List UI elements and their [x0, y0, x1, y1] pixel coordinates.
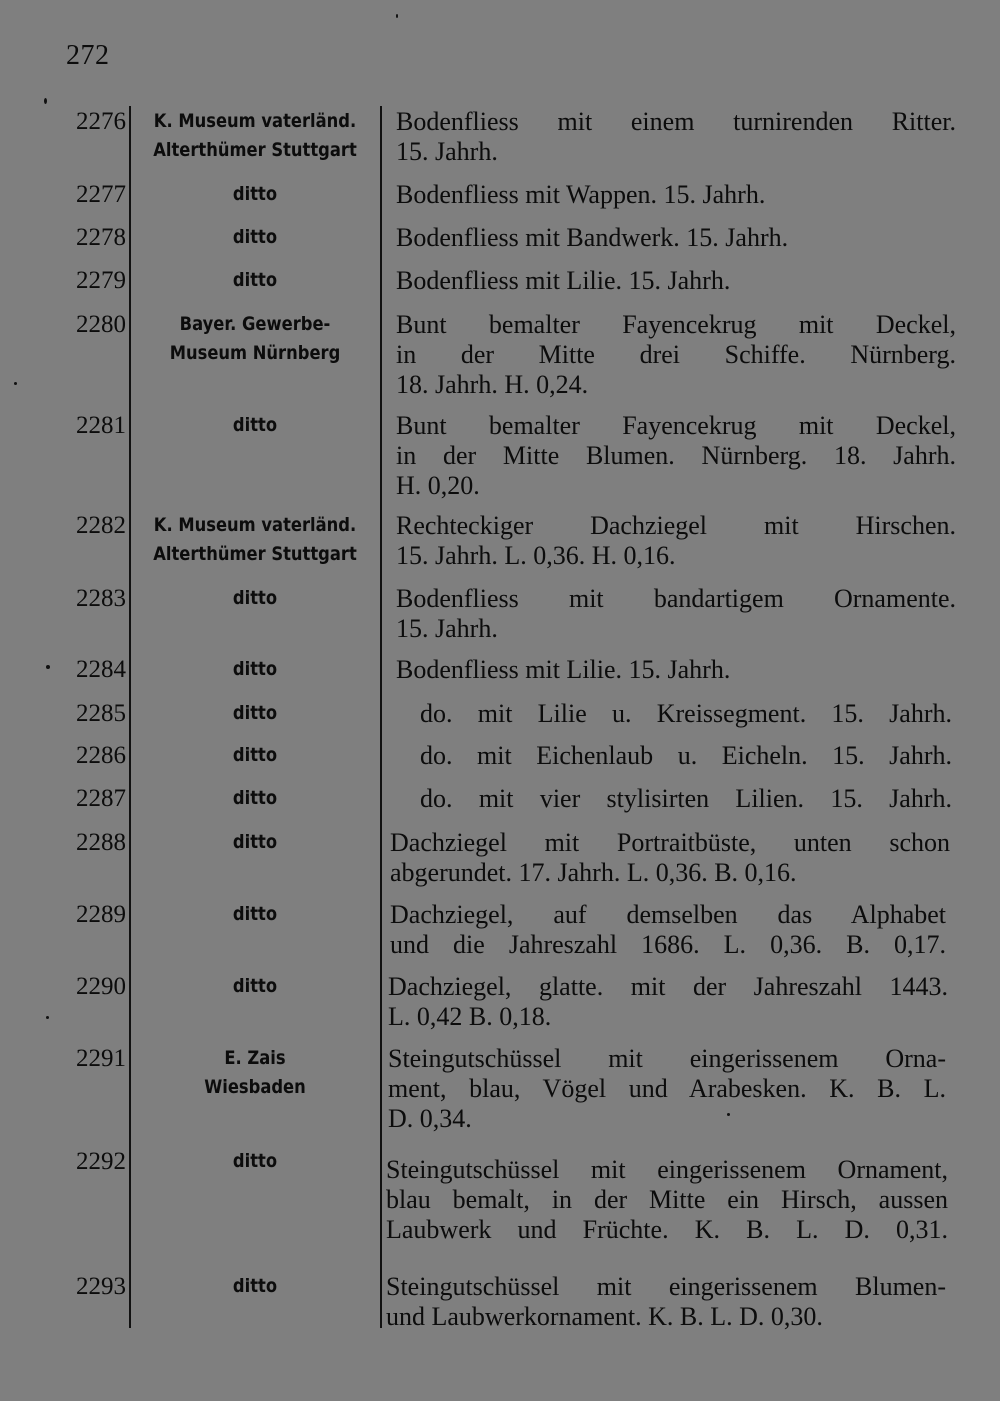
description-line: 15. Jahrh. L. 0,36. H. 0,16. — [396, 541, 676, 570]
description-line: Laubwerk und Früchte. K. B. L. D. 0,31. — [386, 1215, 948, 1244]
description-line: Bodenfliess mit einem turnirenden Ritter. — [396, 107, 956, 136]
entry-description — [388, 972, 948, 1032]
entry-description — [396, 310, 956, 400]
scan-speck — [396, 14, 398, 18]
owner-line: ditto — [232, 1275, 278, 1297]
entry-number: 2290 — [76, 973, 126, 1000]
entry-owner — [149, 1272, 361, 1301]
description-line: Bodenfliess mit bandartigem Ornamente. — [396, 584, 956, 613]
entry-owner — [149, 828, 361, 857]
entry-number: 2288 — [76, 829, 126, 856]
description-line: Bodenfliess mit Bandwerk. 15. Jahrh. — [396, 223, 789, 252]
owner-line: E. Zais — [224, 1047, 286, 1069]
entry-number: 2281 — [76, 412, 126, 439]
entry-description — [396, 411, 956, 501]
entry-description — [396, 655, 956, 685]
owner-line: Alterthümer Stuttgart — [153, 543, 357, 565]
owner-line: Alterthümer Stuttgart — [153, 139, 357, 161]
entry-description — [420, 699, 952, 729]
scan-speck — [46, 1016, 49, 1019]
description-line: D. 0,34. — [388, 1104, 472, 1133]
description-line: Dachziegel, auf demselben das Alphabet — [390, 900, 946, 929]
owner-line: ditto — [232, 414, 278, 436]
entry-number: 2284 — [76, 656, 126, 683]
description-line: in der Mitte Blumen. Nürnberg. 18. Jahrh. — [396, 441, 956, 470]
column-divider-left — [129, 106, 131, 1328]
description-line: Bunt bemalter Fayencekrug mit Deckel, — [396, 310, 956, 339]
description-line: in der Mitte drei Schiffe. Nürnberg. — [396, 340, 956, 369]
description-line: Bunt bemalter Fayencekrug mit Deckel, — [396, 411, 956, 440]
entry-owner — [149, 584, 361, 613]
description-line: Bodenfliess mit Lilie. 15. Jahrh. — [396, 655, 731, 684]
entry-description — [396, 266, 956, 296]
entry-number: 2293 — [76, 1273, 126, 1300]
description-line: Bodenfliess mit Lilie. 15. Jahrh. — [396, 266, 731, 295]
entry-owner — [149, 655, 361, 684]
description-line: Dachziegel mit Portraitbüste, unten schon — [390, 828, 950, 857]
entry-number: 2277 — [76, 181, 126, 208]
owner-line: ditto — [232, 831, 278, 853]
owner-line: K. Museum vaterländ. — [153, 514, 357, 536]
entry-number: 2289 — [76, 901, 126, 928]
entry-owner — [149, 900, 361, 929]
description-line: L. 0,42 B. 0,18. — [388, 1002, 552, 1031]
description-line: 15. Jahrh. — [396, 137, 498, 166]
entry-owner — [149, 1147, 361, 1176]
entry-description — [396, 223, 956, 253]
description-line: Rechteckiger Dachziegel mit Hirschen. — [396, 511, 956, 540]
owner-line: ditto — [232, 226, 278, 248]
owner-line: Wiesbaden — [204, 1076, 306, 1098]
owner-line: ditto — [232, 658, 278, 680]
scan-speck — [44, 98, 47, 104]
owner-line: ditto — [232, 903, 278, 925]
description-line: Steingutschüssel mit eingerissenem Ornament, — [386, 1155, 948, 1184]
owner-line: ditto — [232, 975, 278, 997]
description-line: 18. Jahrh. H. 0,24. — [396, 370, 589, 399]
entry-number: 2291 — [76, 1045, 126, 1072]
description-line: und die Jahreszahl 1686. L. 0,36. B. 0,17. — [390, 930, 946, 959]
entry-number: 2282 — [76, 512, 126, 539]
entry-description — [386, 1155, 948, 1245]
page-number: 272 — [66, 40, 110, 71]
entry-description — [420, 741, 952, 771]
owner-line: ditto — [232, 787, 278, 809]
owner-line: ditto — [232, 1150, 278, 1172]
entry-description — [396, 584, 956, 644]
entry-number: 2279 — [76, 267, 126, 294]
entry-owner — [149, 511, 361, 569]
entry-number: 2292 — [76, 1148, 126, 1175]
description-line: Steingutschüssel mit eingerissenem Blumen- — [386, 1272, 946, 1301]
description-line: Dachziegel, glatte. mit der Jahreszahl 1443. — [388, 972, 948, 1001]
entry-owner — [149, 699, 361, 728]
entry-owner — [149, 223, 361, 252]
entry-owner — [149, 310, 361, 368]
entry-owner — [149, 180, 361, 209]
owner-line: Bayer. Gewerbe- — [179, 313, 331, 335]
entry-owner — [149, 107, 361, 165]
entry-description — [420, 784, 952, 814]
description-line: ment, blau, Vögel und Arabesken. K. B. L. — [388, 1074, 946, 1103]
entry-description — [390, 900, 946, 960]
entry-description — [388, 1044, 946, 1134]
owner-line: ditto — [232, 269, 278, 291]
description-line: do. mit vier stylisirten Lilien. 15. Jahrh. — [420, 784, 952, 813]
entry-description — [396, 180, 956, 210]
owner-line: ditto — [232, 702, 278, 724]
entry-owner — [149, 784, 361, 813]
entry-owner — [149, 741, 361, 770]
owner-line: Museum Nürnberg — [169, 342, 341, 364]
description-line: 15. Jahrh. — [396, 614, 498, 643]
description-line: do. mit Lilie u. Kreissegment. 15. Jahrh. — [420, 699, 952, 728]
owner-line: K. Museum vaterländ. — [153, 110, 357, 132]
entry-description — [386, 1272, 946, 1332]
description-line: abgerundet. 17. Jahrh. L. 0,36. B. 0,16. — [390, 858, 797, 887]
entry-number: 2283 — [76, 585, 126, 612]
entry-owner — [149, 1044, 361, 1102]
description-line: Steingutschüssel mit eingerissenem Orna- — [388, 1044, 946, 1073]
scan-speck — [14, 382, 17, 385]
entry-number: 2280 — [76, 311, 126, 338]
entry-description — [396, 511, 956, 571]
description-line: Bodenfliess mit Wappen. 15. Jahrh. — [396, 180, 766, 209]
description-line: do. mit Eichenlaub u. Eicheln. 15. Jahrh. — [420, 741, 952, 770]
entry-number: 2278 — [76, 224, 126, 251]
entry-number: 2276 — [76, 108, 126, 135]
entry-number: 2287 — [76, 785, 126, 812]
entry-number: 2285 — [76, 700, 126, 727]
entry-number: 2286 — [76, 742, 126, 769]
entry-description — [396, 107, 956, 167]
description-line: blau bemalt, in der Mitte ein Hirsch, aussen — [386, 1185, 948, 1214]
description-line: H. 0,20. — [396, 471, 480, 500]
owner-line: ditto — [232, 744, 278, 766]
description-line: und Laubwerkornament. K. B. L. D. 0,30. — [386, 1302, 823, 1331]
entry-owner — [149, 972, 361, 1001]
owner-line: ditto — [232, 183, 278, 205]
entry-owner — [149, 411, 361, 440]
owner-line: ditto — [232, 587, 278, 609]
column-divider-right — [380, 106, 382, 1328]
entry-owner — [149, 266, 361, 295]
entry-description — [390, 828, 950, 888]
